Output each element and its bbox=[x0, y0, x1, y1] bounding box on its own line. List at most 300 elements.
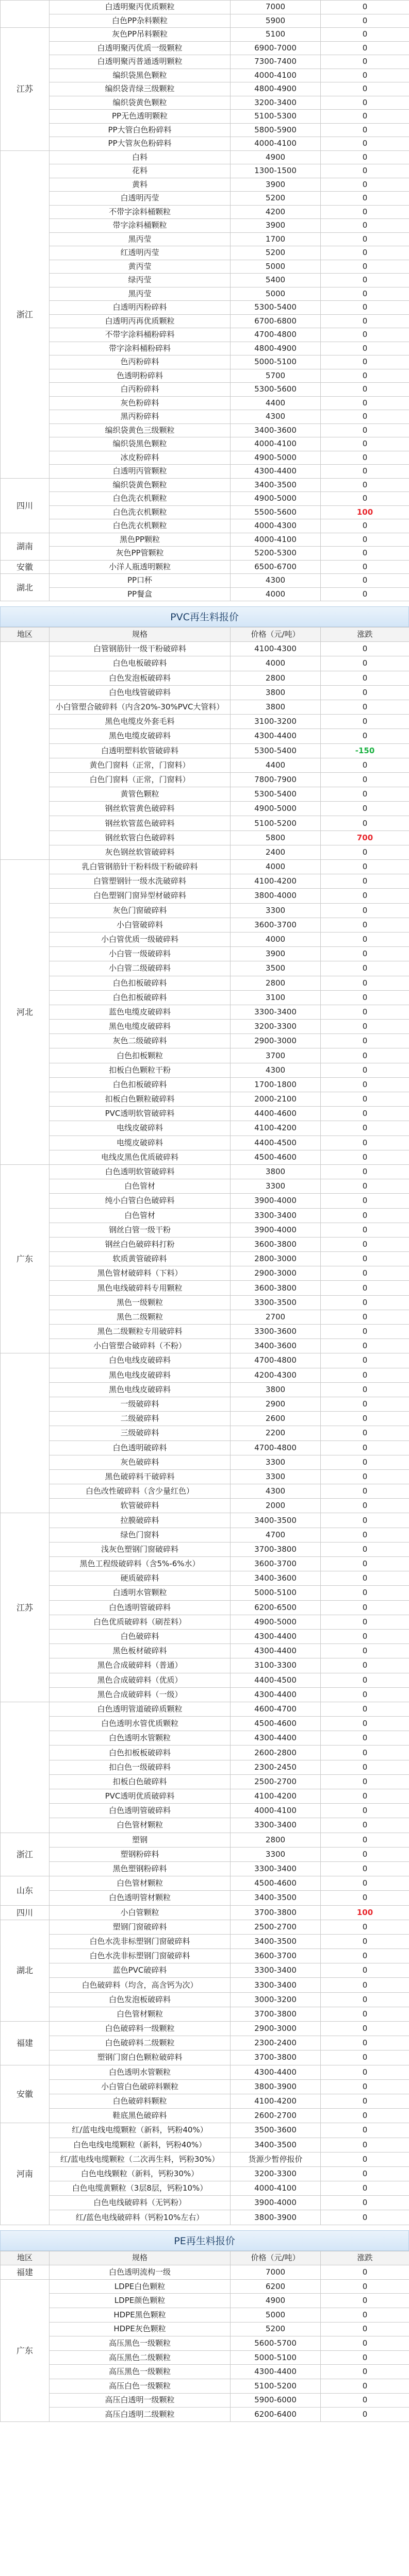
price-cell: 4000-4100 bbox=[231, 533, 321, 547]
table-row bbox=[1, 192, 409, 206]
spec-cell: 高压黑色一级颗粒 bbox=[50, 2336, 231, 2351]
region-cell: 山东 bbox=[1, 1876, 50, 1905]
region-cell: 浙江 bbox=[1, 1833, 50, 1876]
price-cell: 5200 bbox=[231, 246, 321, 260]
change-cell: 0 bbox=[321, 274, 409, 287]
change-cell: 0 bbox=[321, 1237, 409, 1251]
change-cell: 0 bbox=[321, 137, 409, 151]
change-cell: 0 bbox=[321, 2109, 409, 2123]
price-cell: 1700 bbox=[231, 232, 321, 246]
change-cell: 0 bbox=[321, 889, 409, 903]
spec-cell: 白透明聚丙普通透明颗粒 bbox=[50, 55, 231, 69]
price-cell: 4900 bbox=[231, 2294, 321, 2308]
spec-cell: 白色改性破碎料（含少量红色） bbox=[50, 1484, 231, 1499]
table-row bbox=[1, 137, 409, 151]
change-cell: 0 bbox=[321, 685, 409, 700]
spec-cell: 塑钢门窗破碎料 bbox=[50, 1920, 231, 1934]
region-cell: 湖北 bbox=[1, 1920, 50, 2021]
table-row bbox=[1, 2181, 409, 2196]
price-cell: 3600-3700 bbox=[231, 918, 321, 932]
spec-cell: 白色洗衣机颗粒 bbox=[50, 519, 231, 533]
table-row bbox=[1, 2265, 409, 2280]
price-cell: 2500-2700 bbox=[231, 1774, 321, 1789]
change-cell: 0 bbox=[321, 1310, 409, 1324]
spec-cell: 红/蓝电线电缆颗粒（新料，钙粉40%） bbox=[50, 2123, 231, 2138]
change-cell: 0 bbox=[321, 1949, 409, 1963]
table-row bbox=[1, 1702, 409, 1716]
change-cell: 0 bbox=[321, 1368, 409, 1382]
change-cell: 0 bbox=[321, 2138, 409, 2152]
change-cell: 0 bbox=[321, 1469, 409, 1484]
price-cell: 3900 bbox=[231, 178, 321, 192]
price-cell: 3700-3800 bbox=[231, 2007, 321, 2021]
table-row bbox=[1, 274, 409, 287]
price-cell: 4000-4300 bbox=[231, 519, 321, 533]
price-cell: 5100-5200 bbox=[231, 2379, 321, 2393]
spec-cell: 白透明聚丙优质颗粒 bbox=[50, 1, 231, 14]
price-cell: 4300 bbox=[231, 1484, 321, 1499]
price-cell: 3900 bbox=[231, 947, 321, 961]
price-cell: 3400-3600 bbox=[231, 1339, 321, 1353]
spec-cell: 白料 bbox=[50, 150, 231, 164]
change-cell: 0 bbox=[321, 2379, 409, 2393]
table-row bbox=[1, 2079, 409, 2094]
price-cell: 5700 bbox=[231, 369, 321, 383]
spec-cell: 电缆皮破碎料 bbox=[50, 1136, 231, 1150]
table-row bbox=[1, 505, 409, 519]
table-row bbox=[1, 2196, 409, 2210]
table-row bbox=[1, 2036, 409, 2050]
price-cell: 4500-4600 bbox=[231, 1717, 321, 1731]
change-cell: 0 bbox=[321, 1876, 409, 1891]
table-row bbox=[1, 874, 409, 889]
price-cell: 3300 bbox=[231, 1179, 321, 1194]
table-row bbox=[1, 205, 409, 219]
change-cell: 0 bbox=[321, 14, 409, 28]
table-row bbox=[1, 1847, 409, 1861]
change-cell: 0 bbox=[321, 1426, 409, 1440]
region-cell: 江苏 bbox=[1, 1513, 50, 1702]
spec-cell: 白色电线管破碎料 bbox=[50, 685, 231, 700]
table-row bbox=[1, 743, 409, 758]
price-cell: 3100-3300 bbox=[231, 1658, 321, 1673]
spec-cell: 小洋人瓶透明颗粒 bbox=[50, 560, 231, 574]
price-cell: 3600-3800 bbox=[231, 1237, 321, 1251]
spec-cell: 白色管材颗粒 bbox=[50, 1876, 231, 1891]
spec-cell: 灰色PP吊料颗粒 bbox=[50, 28, 231, 42]
region-cell: 四川 bbox=[1, 1905, 50, 1920]
price-cell: 5100-5300 bbox=[231, 110, 321, 124]
table-row bbox=[1, 1121, 409, 1136]
price-cell: 4900-5000 bbox=[231, 802, 321, 816]
change-cell: 0 bbox=[321, 1252, 409, 1266]
change-cell: 0 bbox=[321, 2094, 409, 2108]
spec-cell: 白色透明水管颗粒 bbox=[50, 1731, 231, 1745]
change-cell: 0 bbox=[321, 260, 409, 274]
spec-cell: 黑色PP颗粒 bbox=[50, 533, 231, 547]
price-cell: 3300 bbox=[231, 1847, 321, 1861]
table-row bbox=[1, 1252, 409, 1266]
price-cell: 6200 bbox=[231, 2279, 321, 2294]
table-row bbox=[1, 1455, 409, 1469]
spec-cell: 白色透明管破碎料 bbox=[50, 1600, 231, 1615]
change-cell: 0 bbox=[321, 1194, 409, 1208]
change-cell: 0 bbox=[321, 2007, 409, 2021]
table-row bbox=[1, 1760, 409, 1774]
change-cell: 0 bbox=[321, 342, 409, 355]
change-cell: 0 bbox=[321, 642, 409, 656]
spec-cell: 灰色粉碎料 bbox=[50, 396, 231, 410]
spec-cell: LDPE白色颗粒 bbox=[50, 2279, 231, 2294]
table-row bbox=[1, 2210, 409, 2225]
spec-cell: 白色扣板板破碎料 bbox=[50, 1745, 231, 1760]
region-cell bbox=[1, 1702, 50, 1833]
price-cell: 4100-4200 bbox=[231, 874, 321, 889]
spec-cell: 白色扣板破碎料 bbox=[50, 1077, 231, 1092]
table-row bbox=[1, 69, 409, 82]
price-cell: 3100-3200 bbox=[231, 715, 321, 729]
change-cell: 0 bbox=[321, 845, 409, 859]
spec-cell: 白色发泡板破碎料 bbox=[50, 671, 231, 685]
change-cell: 0 bbox=[321, 1920, 409, 1934]
spec-cell: 白色发泡板破碎料 bbox=[50, 1992, 231, 2007]
change-cell: 0 bbox=[321, 2393, 409, 2408]
price-cell: 4300-4400 bbox=[231, 1687, 321, 1702]
change-cell: 0 bbox=[321, 1847, 409, 1861]
price-cell: 3900-4000 bbox=[231, 1194, 321, 1208]
table-row bbox=[1, 2365, 409, 2379]
change-cell: 0 bbox=[321, 918, 409, 932]
price-cell: 4400-4600 bbox=[231, 1107, 321, 1121]
spec-cell: HDPE灰色颗粒 bbox=[50, 2322, 231, 2336]
change-cell: 0 bbox=[321, 28, 409, 42]
change-cell: 0 bbox=[321, 1861, 409, 1876]
table-row bbox=[1, 2322, 409, 2336]
spec-cell: 白色PP杂料颗粒 bbox=[50, 14, 231, 28]
table-row bbox=[1, 82, 409, 96]
price-cell: 4000 bbox=[231, 656, 321, 671]
price-cell: 5300-5400 bbox=[231, 301, 321, 315]
table-row bbox=[1, 2094, 409, 2108]
table-row bbox=[1, 232, 409, 246]
change-cell: 0 bbox=[321, 2279, 409, 2294]
change-cell: 0 bbox=[321, 1774, 409, 1789]
change-cell: 0 bbox=[321, 2408, 409, 2422]
table-row bbox=[1, 1077, 409, 1092]
table-row bbox=[1, 1164, 409, 1179]
spec-cell: 钢丝白色破碎料打粉 bbox=[50, 1237, 231, 1251]
change-cell: 0 bbox=[321, 976, 409, 990]
spec-cell: 扣板白色破碎料 bbox=[50, 1774, 231, 1789]
change-cell: 0 bbox=[321, 178, 409, 192]
spec-cell: 电线皮黑色优质破碎料 bbox=[50, 1150, 231, 1164]
change-cell: 0 bbox=[321, 465, 409, 479]
spec-cell: 黑丙莹 bbox=[50, 287, 231, 301]
table-row bbox=[1, 2166, 409, 2181]
price-cell: 3300-3400 bbox=[231, 1208, 321, 1223]
price-cell: 2300-2400 bbox=[231, 2036, 321, 2050]
price-cell: 3700-3800 bbox=[231, 2050, 321, 2065]
price-cell: 3400-3500 bbox=[231, 1513, 321, 1528]
price-cell: 3300-3400 bbox=[231, 1005, 321, 1019]
spec-cell: 编织袋黑色颗粒 bbox=[50, 437, 231, 451]
price-cell: 5300-5400 bbox=[231, 743, 321, 758]
spec-cell: 小白管塑合破碎料（不粉） bbox=[50, 1339, 231, 1353]
spec-cell: 白色电线皮破碎料 bbox=[50, 1353, 231, 1368]
change-cell: 0 bbox=[321, 1731, 409, 1745]
spec-cell: 白色电线电缆颗粒（新料，钙粉40%） bbox=[50, 2138, 231, 2152]
price-cell: 4700-4800 bbox=[231, 328, 321, 342]
table-row bbox=[1, 465, 409, 479]
spec-cell: 黑色合成破碎料（一级） bbox=[50, 1687, 231, 1702]
region-cell: 浙江 bbox=[1, 150, 50, 478]
change-cell: 0 bbox=[321, 1615, 409, 1629]
price-cell: 4200 bbox=[231, 205, 321, 219]
change-cell: 0 bbox=[321, 2181, 409, 2196]
spec-cell: PP大管灰色粉碎料 bbox=[50, 137, 231, 151]
spec-cell: 黑色管材破碎料（下料） bbox=[50, 1266, 231, 1281]
price-cell: 3800 bbox=[231, 685, 321, 700]
table-row bbox=[1, 246, 409, 260]
table-row bbox=[1, 287, 409, 301]
table-row bbox=[1, 1, 409, 14]
change-cell: 0 bbox=[321, 2065, 409, 2079]
price-cell: 4900 bbox=[231, 150, 321, 164]
table-row bbox=[1, 1107, 409, 1121]
spec-cell: 白色水洗非标塑钢门窗破碎料 bbox=[50, 1934, 231, 1948]
table-row bbox=[1, 1833, 409, 1847]
spec-cell: 白透明塑料软管破碎料 bbox=[50, 743, 231, 758]
table-row bbox=[1, 1571, 409, 1586]
price-cell: 3300 bbox=[231, 1469, 321, 1484]
spec-cell: 黑丙莹 bbox=[50, 232, 231, 246]
table-row bbox=[1, 2279, 409, 2294]
change-cell: 0 bbox=[321, 2123, 409, 2138]
table-row bbox=[1, 685, 409, 700]
change-cell: 0 bbox=[321, 219, 409, 233]
spec-cell: 冰皮粉碎料 bbox=[50, 451, 231, 465]
change-cell: 0 bbox=[321, 301, 409, 315]
price-cell: 4900-5000 bbox=[231, 451, 321, 465]
price-cell: 4600-4700 bbox=[231, 1702, 321, 1716]
spec-cell: 灰色门窗破碎料 bbox=[50, 903, 231, 918]
price-cell: 3400-3600 bbox=[231, 1571, 321, 1586]
price-cell: 4300 bbox=[231, 1063, 321, 1077]
table-row bbox=[1, 260, 409, 274]
spec-cell: 白色透明管道破碎质颗粒 bbox=[50, 1702, 231, 1716]
change-cell: 0 bbox=[321, 1745, 409, 1760]
spec-cell: 不带字涂料桶颗粒 bbox=[50, 205, 231, 219]
table-row bbox=[1, 1339, 409, 1353]
change-cell: 0 bbox=[321, 1107, 409, 1121]
header-price: 价格（元/吨） bbox=[231, 628, 321, 642]
table-row bbox=[1, 2152, 409, 2166]
table-row bbox=[1, 383, 409, 397]
table-row bbox=[1, 802, 409, 816]
change-cell: 0 bbox=[321, 1063, 409, 1077]
table-row bbox=[1, 1150, 409, 1164]
change-cell: 700 bbox=[321, 831, 409, 845]
spec-cell: 白色破碎料（均含，高含钙为次） bbox=[50, 1978, 231, 1992]
price-cell: 4000 bbox=[231, 587, 321, 601]
spec-cell: 白色管材 bbox=[50, 1179, 231, 1194]
spec-cell: 黑色电缆皮破碎料 bbox=[50, 729, 231, 743]
table-row bbox=[1, 574, 409, 588]
change-cell: 0 bbox=[321, 369, 409, 383]
price-cell: 4800-4900 bbox=[231, 342, 321, 355]
change-cell: 0 bbox=[321, 2210, 409, 2225]
table-row bbox=[1, 1731, 409, 1745]
price-cell: 2600 bbox=[231, 1412, 321, 1426]
table-row bbox=[1, 1586, 409, 1600]
price-cell: 2600-2800 bbox=[231, 1745, 321, 1760]
spec-cell: 硬质破碎料 bbox=[50, 1571, 231, 1586]
spec-cell: 高压白透明二级颗粒 bbox=[50, 2408, 231, 2422]
spec-cell: 白色管材 bbox=[50, 1208, 231, 1223]
spec-cell: 三级破碎料 bbox=[50, 1426, 231, 1440]
table-row bbox=[1, 2065, 409, 2079]
price-cell: 5900 bbox=[231, 14, 321, 28]
spec-cell: 白色扣板破碎料 bbox=[50, 990, 231, 1005]
table-row bbox=[1, 1136, 409, 1150]
price-cell: 3700-3800 bbox=[231, 1905, 321, 1920]
price-cell: 4100-4200 bbox=[231, 1789, 321, 1804]
table-row bbox=[1, 1266, 409, 1281]
spec-cell: 白管钢筋针一级干粉破碎料 bbox=[50, 642, 231, 656]
price-cell: 6900-7000 bbox=[231, 41, 321, 55]
change-cell: 0 bbox=[321, 1789, 409, 1804]
price-cell: 4000-4100 bbox=[231, 1804, 321, 1818]
table-row bbox=[1, 2007, 409, 2021]
table-row bbox=[1, 1469, 409, 1484]
price-cell: 3800-3900 bbox=[231, 2210, 321, 2225]
table-row bbox=[1, 560, 409, 574]
spec-cell: 乳白管钢筋针干粉料级干粉破碎料 bbox=[50, 860, 231, 874]
spec-cell: 红透明丙莹 bbox=[50, 246, 231, 260]
table-row bbox=[1, 1063, 409, 1077]
price-cell: 3900 bbox=[231, 219, 321, 233]
change-cell: 0 bbox=[321, 932, 409, 946]
table-row bbox=[1, 451, 409, 465]
change-cell: 0 bbox=[321, 533, 409, 547]
table-row bbox=[1, 715, 409, 729]
table-row bbox=[1, 519, 409, 533]
change-cell: 0 bbox=[321, 1005, 409, 1019]
spec-cell: 白色破碎料一级颗粒 bbox=[50, 2022, 231, 2036]
region-cell: 福建 bbox=[1, 2022, 50, 2065]
spec-cell: 编织袋黄色颗粒 bbox=[50, 96, 231, 110]
change-cell: 0 bbox=[321, 547, 409, 561]
spec-cell: 白色塑钢门窗异型材破碎料 bbox=[50, 889, 231, 903]
change-cell: 0 bbox=[321, 2336, 409, 2351]
spec-cell: 黑色电线皮破碎料 bbox=[50, 1368, 231, 1382]
change-cell: 0 bbox=[321, 1513, 409, 1528]
price-cell: 3900-4000 bbox=[231, 1223, 321, 1237]
price-cell: 3400-3500 bbox=[231, 1891, 321, 1905]
change-cell: 0 bbox=[321, 287, 409, 301]
change-cell: 0 bbox=[321, 1717, 409, 1731]
section-title: PVC再生料报价 bbox=[0, 606, 409, 627]
spec-cell: 小白管破碎料 bbox=[50, 918, 231, 932]
price-cell: 1700-1800 bbox=[231, 1077, 321, 1092]
price-cell: 3800 bbox=[231, 700, 321, 714]
table-row bbox=[1, 123, 409, 137]
change-cell: 0 bbox=[321, 437, 409, 451]
table-row bbox=[1, 2350, 409, 2365]
change-cell: 0 bbox=[321, 1208, 409, 1223]
spec-cell: 鞋底黑色破碎料 bbox=[50, 2109, 231, 2123]
spec-cell: 扣板白色颗粒破碎料 bbox=[50, 1092, 231, 1107]
price-cell: 2800 bbox=[231, 671, 321, 685]
price-table bbox=[0, 2251, 409, 2422]
table-row bbox=[1, 918, 409, 932]
change-cell: 0 bbox=[321, 587, 409, 601]
price-cell: 5800-5900 bbox=[231, 123, 321, 137]
spec-cell: 黑色二级颗粒专用破碎料 bbox=[50, 1325, 231, 1339]
price-cell: 4300-4400 bbox=[231, 465, 321, 479]
table-row bbox=[1, 2109, 409, 2123]
price-cell: 4700-4800 bbox=[231, 1353, 321, 1368]
table-row bbox=[1, 1412, 409, 1426]
price-cell: 3400-3500 bbox=[231, 478, 321, 492]
change-cell: 0 bbox=[321, 1499, 409, 1513]
spec-cell: 小白管塑合破碎料（内含20%-30%PVC大管料） bbox=[50, 700, 231, 714]
price-cell: 4400 bbox=[231, 396, 321, 410]
spec-cell: 钢丝软管蓝色破碎料 bbox=[50, 816, 231, 831]
change-cell: 0 bbox=[321, 314, 409, 328]
price-cell: 4400 bbox=[231, 758, 321, 772]
price-cell: 3200-3300 bbox=[231, 2166, 321, 2181]
table-row bbox=[1, 729, 409, 743]
spec-cell: 白色破碎料 bbox=[50, 1629, 231, 1643]
spec-cell: 红/蓝电线电缆颗粒（二次再生料，钙粉30%） bbox=[50, 2152, 231, 2166]
spec-cell: 二级破碎料 bbox=[50, 1412, 231, 1426]
change-cell: 0 bbox=[321, 123, 409, 137]
price-cell: 6200-6400 bbox=[231, 2408, 321, 2422]
price-cell: 2400 bbox=[231, 845, 321, 859]
spec-cell: 黄丙莹 bbox=[50, 260, 231, 274]
change-cell: 0 bbox=[321, 82, 409, 96]
table-row bbox=[1, 700, 409, 714]
change-cell: 0 bbox=[321, 1382, 409, 1397]
table-row bbox=[1, 342, 409, 355]
spec-cell: 钢丝白管一级干粉 bbox=[50, 1223, 231, 1237]
spec-cell: 高压白色一级颗粒 bbox=[50, 2379, 231, 2393]
price-cell: 3300-3400 bbox=[231, 1978, 321, 1992]
change-cell: 0 bbox=[321, 1818, 409, 1833]
change-cell: 0 bbox=[321, 1557, 409, 1571]
spec-cell: 白丙粉碎料 bbox=[50, 383, 231, 397]
change-cell: 0 bbox=[321, 990, 409, 1005]
change-cell: 0 bbox=[321, 1325, 409, 1339]
change-cell: 0 bbox=[321, 1804, 409, 1818]
change-cell: 0 bbox=[321, 874, 409, 889]
spec-cell: 黑色二级颗粒 bbox=[50, 1310, 231, 1324]
change-cell: 0 bbox=[321, 1673, 409, 1687]
table-row bbox=[1, 932, 409, 946]
spec-cell: PP口杯 bbox=[50, 574, 231, 588]
spec-cell: 灰色PP管颗粒 bbox=[50, 547, 231, 561]
table-row bbox=[1, 642, 409, 656]
spec-cell: 白透明丙管颗粒 bbox=[50, 465, 231, 479]
spec-cell: 白色透明管破碎料 bbox=[50, 1804, 231, 1818]
table-row bbox=[1, 1223, 409, 1237]
price-cell: 5000 bbox=[231, 2308, 321, 2323]
price-cell: 5400 bbox=[231, 274, 321, 287]
table-row bbox=[1, 831, 409, 845]
change-cell: 0 bbox=[321, 1077, 409, 1092]
spec-cell: 电线皮破碎料 bbox=[50, 1121, 231, 1136]
